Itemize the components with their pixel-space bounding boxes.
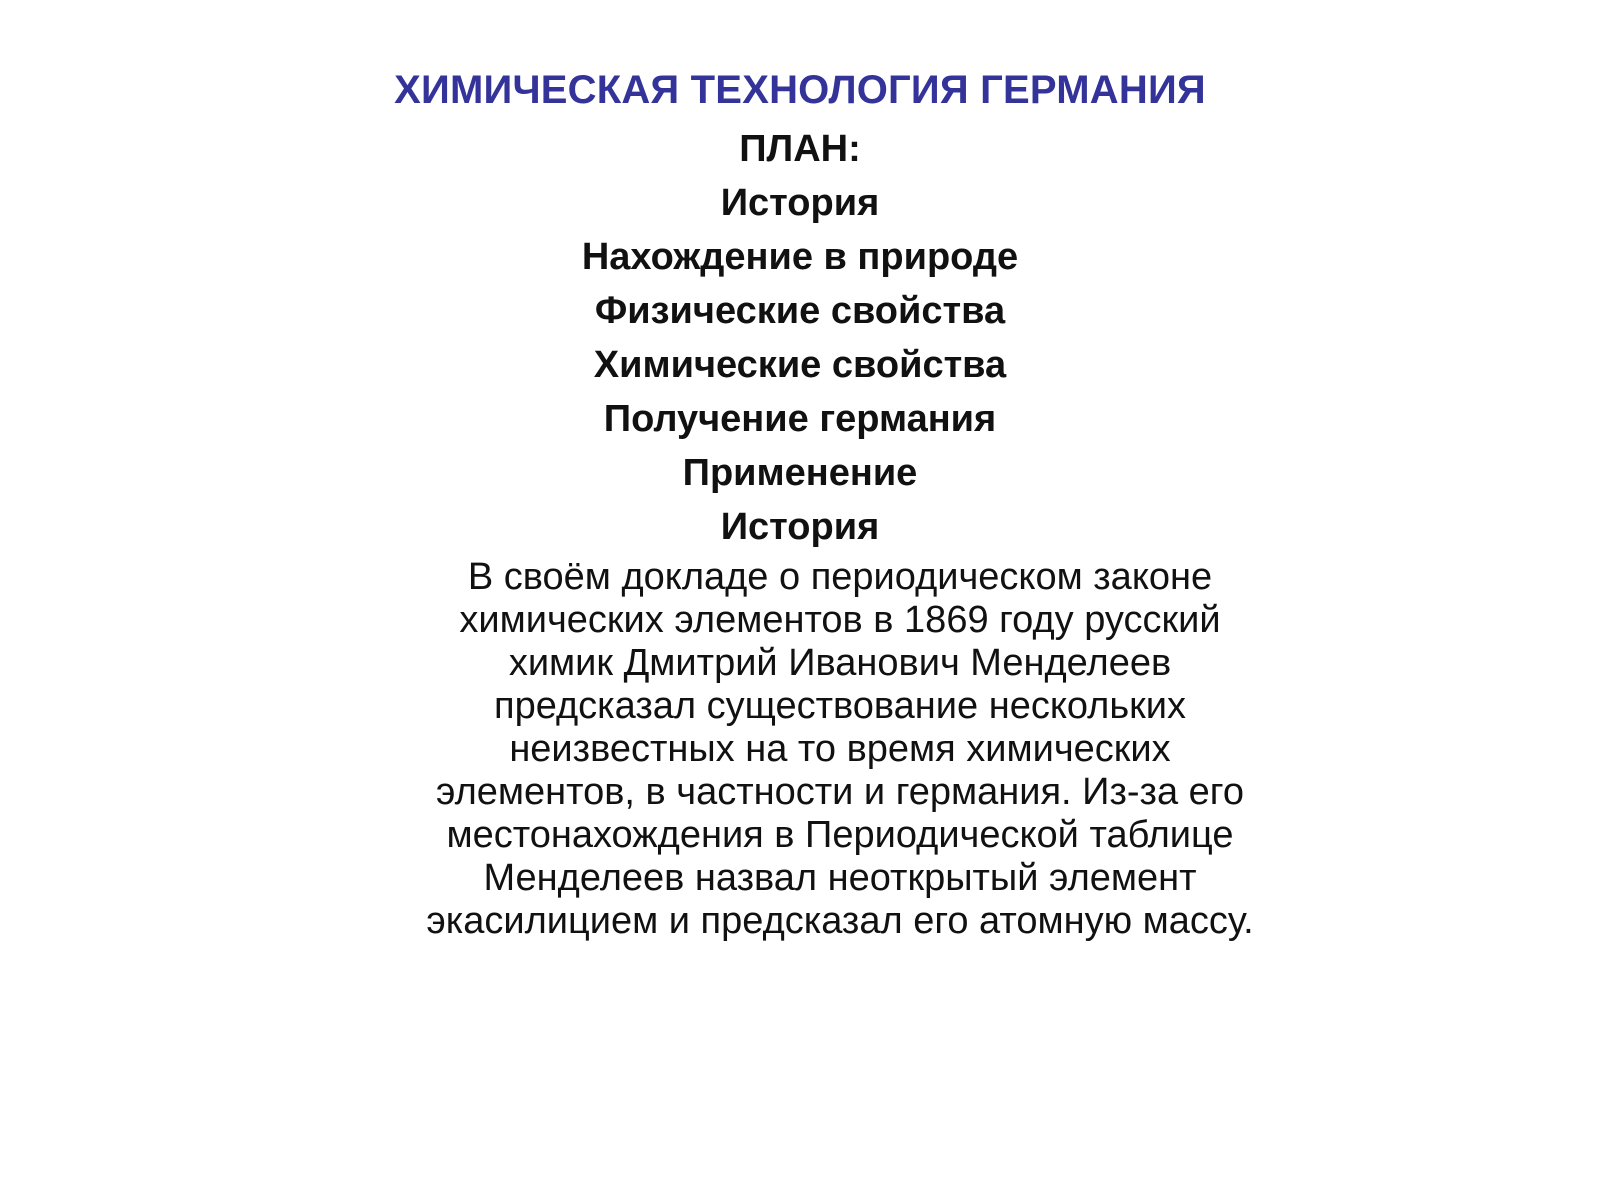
paragraph-line: химических элементов в 1869 году русский: [459, 599, 1221, 641]
section-heading-history: История: [720, 506, 880, 548]
paragraph-line: экасилицием и предсказал его атомную массу.: [426, 900, 1254, 942]
slide-title: ХИМИЧЕСКАЯ ТЕХНОЛОГИЯ ГЕРМАНИЯ: [394, 68, 1206, 112]
paragraph-line: предсказал существование нескольких: [494, 685, 1186, 727]
plan-heading: ПЛАН:: [739, 128, 861, 170]
paragraph-line: элементов, в частности и германия. Из-за его: [436, 771, 1244, 813]
plan-item-occurrence: Нахождение в природе: [581, 236, 1019, 278]
plan-item-chemical-properties: Химические свойства: [593, 344, 1007, 386]
history-paragraph: [350, 556, 1330, 943]
plan-item-application: Применение: [682, 452, 918, 494]
paragraph-line: химик Дмитрий Иванович Менделеев: [508, 642, 1172, 684]
plan-block: [0, 122, 1600, 554]
plan-item-production: Получение германия: [603, 398, 997, 440]
paragraph-line: неизвестных на то время химических: [509, 728, 1171, 770]
plan-item-history: История: [720, 182, 880, 224]
paragraph-line: местонахождения в Периодической таблице: [446, 814, 1234, 856]
paragraph-line: В своём докладе о периодическом законе: [467, 556, 1213, 598]
plan-item-physical-properties: Физические свойства: [594, 290, 1006, 332]
paragraph-line: Менделеев назвал неоткрытый элемент: [483, 857, 1197, 899]
